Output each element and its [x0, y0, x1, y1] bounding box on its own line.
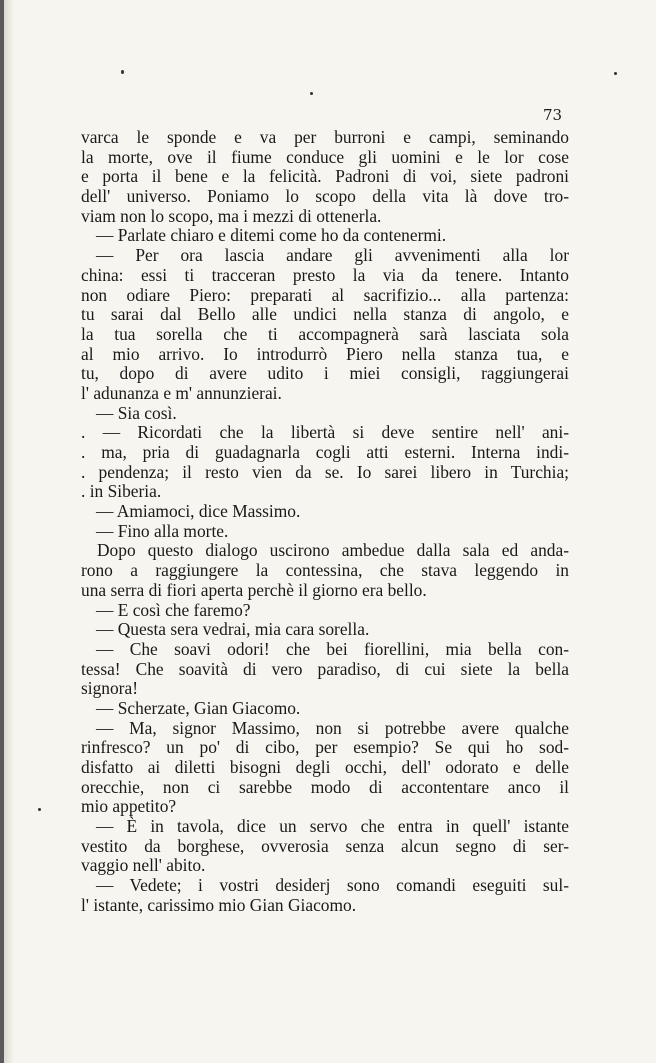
text-line: viam non lo scopo, ma i mezzi di ottenerla.	[81, 205, 382, 226]
text-line: — E così che faremo?	[96, 599, 251, 620]
text-line: tu, dopo di avere udito i miei consigli, raggiungerai	[81, 363, 569, 384]
text-line: rinfresco? un po' di cibo, per esempio? Se qui ho sod-	[81, 737, 569, 758]
ink-speck	[38, 808, 41, 811]
text-line: — Ma, signor Massimo, non si potrebbe avere qualche	[96, 717, 569, 738]
text-line: l' adunanza e m' annunzierai.	[81, 382, 282, 403]
text-line: Dopo questo dialogo uscirono ambedue dalla sala ed anda-	[97, 540, 569, 561]
text-line: l' istante, carissimo mio Gian Giacomo.	[81, 894, 357, 915]
page-number: 73	[543, 106, 563, 124]
ink-speck	[310, 92, 313, 95]
text-line: — Amiamoci, dice Massimo.	[96, 501, 301, 522]
ink-speck	[614, 72, 617, 75]
text-line: — Scherzate, Gian Giacomo.	[96, 697, 301, 718]
text-line: — Che soavi odori! che bei fiorellini, mia bella con-	[96, 638, 569, 659]
text-line: disfatto ai diletti bisogni degli occhi, dell' odorato e delle	[81, 757, 569, 777]
text-line: rono a raggiungere la contessina, che stava leggendo in	[81, 560, 569, 581]
text-line: varca le sponde e va per burroni e campi, seminando	[81, 127, 569, 147]
text-line: non odiare Piero: preparati al sacrifizio... alla partenza:	[81, 284, 569, 305]
text-line: — Fino alla morte.	[96, 520, 229, 541]
text-line: tessa! Che soavità di vero paradiso, di cui siete la bella	[81, 658, 569, 679]
text-line: dell' universo. Poniamo lo scopo della vita là dove tro-	[81, 186, 569, 207]
text-line: — Per ora lascia andare gli avvenimenti alla lor	[96, 245, 569, 266]
text-line: . pendenza; il resto vien da se. Io sarei libero in Turchia;	[81, 461, 569, 482]
text-line: china: essi ti tracceran presto la via da tenere. Intanto	[81, 264, 569, 285]
text-line: . ma, pria di guadagnarla cogli atti esterni. Interna indi-	[81, 442, 569, 462]
text-line: — Questa sera vedrai, mia cara sorella.	[96, 619, 370, 640]
text-line: e porta il bene e la felicità. Padroni di voi, siete padroni	[81, 166, 569, 187]
text-line: . — Ricordati che la libertà si deve sentire nell' ani-	[81, 422, 569, 443]
body-text	[81, 128, 569, 916]
text-line: — Vedete; i vostri desiderj sono comandi eseguiti sul-	[96, 875, 569, 896]
text-line: la tua sorella che ti accompagnerà sarà lasciata sola	[81, 323, 569, 344]
text-line: — È in tavola, dice un servo che entra in quell' istante	[96, 816, 569, 837]
text-line: . in Siberia.	[81, 481, 162, 502]
text-line: orecchie, non ci sarebbe modo di accontentare anco il	[81, 776, 569, 797]
text-line: vestito da borghese, ovverosia senza alcun segno di ser-	[81, 835, 569, 856]
text-line: una serra di fiori aperta perchè il giorno era bello.	[81, 579, 427, 600]
text-line: la morte, ove il fiume conduce gli uomini e le lor cose	[81, 146, 569, 167]
text-line: signora!	[81, 678, 138, 699]
text-line: al mio arrivo. Io introdurrò Piero nella stanza tua, e	[81, 343, 569, 364]
text-line: mio appetito?	[81, 796, 177, 817]
text-line: vaggio nell' abito.	[81, 855, 206, 876]
text-line: — Parlate chiaro e ditemi come ho da contenermi.	[96, 225, 447, 246]
ink-speck	[121, 70, 124, 74]
text-line: — Sia così.	[96, 402, 177, 423]
text-line: tu sarai dal Bello alle undici nella stanza di angolo, e	[81, 304, 569, 325]
page-edge-shadow	[4, 0, 14, 1063]
